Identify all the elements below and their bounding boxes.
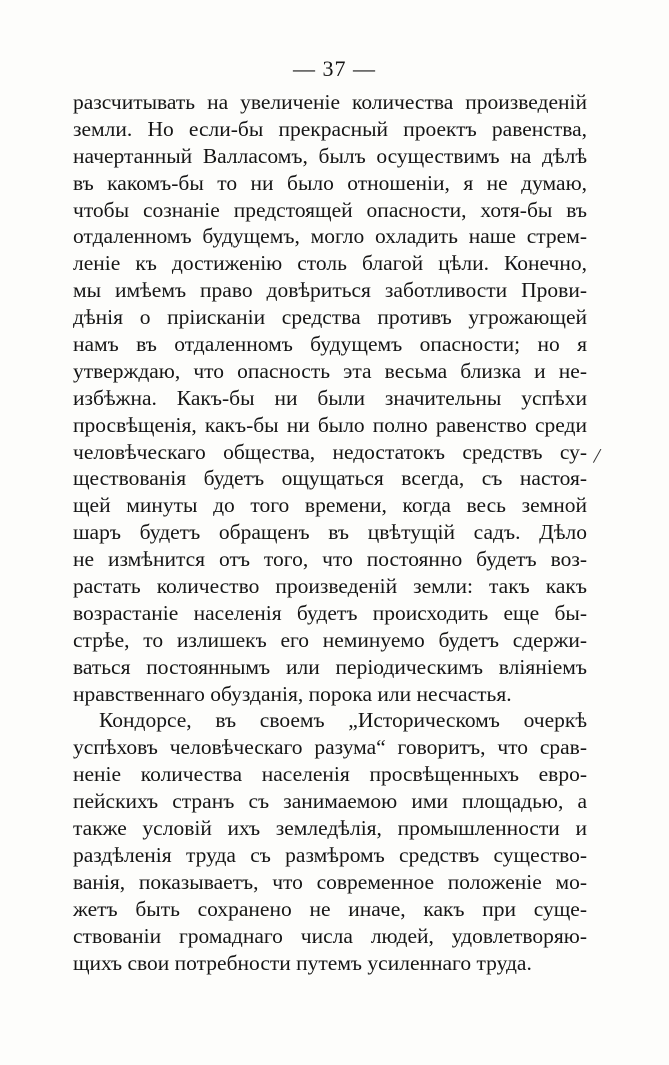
text-line: земли. Но если-бы прекрасный проектъ равенства,	[73, 116, 587, 141]
text-line: стрѣе, то излишекъ его неминуемо будетъ сдержи-	[73, 627, 587, 652]
text-line: щей минуты до того времени, когда весь земной	[73, 493, 587, 518]
text-line: растать количество произведеній земли: такъ какъ	[73, 574, 587, 599]
text-line: также условій ихъ земледѣлія, промышленности и	[73, 816, 587, 841]
text-line: Кондорсе, въ своемъ „Историческомъ очеркѣ	[99, 708, 587, 733]
text-line: щихъ свои потребности путемъ усиленнаго труда.	[73, 950, 532, 975]
text-line: шаръ будетъ обращенъ въ цвѣтущій садъ. Дѣло	[73, 520, 587, 545]
text-line: въ какомъ-бы то ни было отношеніи, я не думаю,	[73, 170, 587, 195]
text-line: раздѣленія труда съ размѣромъ средствъ существо-	[73, 842, 587, 867]
text-line: мы имѣемъ право довѣриться заботливости Прови-	[73, 278, 587, 303]
text-line: человѣческаго общества, недостатокъ средствъ су-	[73, 439, 587, 464]
text-line: намъ въ отдаленномъ будущемъ опасности; но я	[73, 332, 587, 357]
text-line: чтобы сознаніе предстоящей опасности, хотя-бы въ	[73, 197, 587, 222]
text-line: возрастаніе населенія будетъ происходить еще бы-	[73, 600, 587, 625]
text-line: жетъ быть сохранено не иначе, какъ при суще-	[73, 896, 587, 921]
margin-pencil-mark: /	[591, 442, 603, 469]
text-line: разсчитывать на увеличеніе количества произведеній	[73, 90, 587, 114]
text-line: ванія, показываетъ, что современное положеніе мо-	[73, 869, 587, 894]
text-line: начертанный Валласомъ, былъ осуществимъ на дѣлѣ	[73, 143, 587, 168]
text-line: ществованія будетъ ощущаться всегда, съ настоя-	[73, 466, 587, 491]
text-line: нравственнаго обузданія, порока или несчастья.	[73, 681, 512, 706]
page-number: — 37 —	[293, 56, 376, 81]
text-line: ваться постояннымъ или періодическимъ вліяніемъ	[73, 654, 587, 679]
text-line: неніе количества населенія просвѣщенныхъ евро-	[73, 762, 587, 787]
text-line: ствованіи громаднаго числа людей, удовлетворяю-	[73, 923, 587, 948]
body-text	[73, 89, 587, 976]
text-line: утверждаю, что опасность эта весьма близка и не-	[73, 358, 587, 383]
paragraph-2	[73, 707, 587, 976]
text-line: дѣнія о пріисканіи средства противъ угрожающей	[73, 305, 587, 330]
text-line: избѣжна. Какъ-бы ни были значительны успѣхи	[73, 385, 587, 410]
paragraph-1	[73, 89, 587, 707]
text-line: не измѣнится отъ того, что постоянно будетъ воз-	[73, 547, 587, 572]
text-line: успѣховъ человѣческаго разума“ говоритъ, что срав-	[73, 735, 587, 760]
text-line: отдаленномъ будущемъ, могло охладить наше стрем-	[73, 224, 587, 249]
text-line: леніе къ достиженію столь благой цѣли. Конечно,	[73, 251, 587, 276]
text-line: просвѣщенія, какъ-бы ни было полно равенство среди	[73, 412, 587, 437]
text-line: пейскихъ странъ съ занимаемою ими площадью, а	[73, 789, 587, 814]
